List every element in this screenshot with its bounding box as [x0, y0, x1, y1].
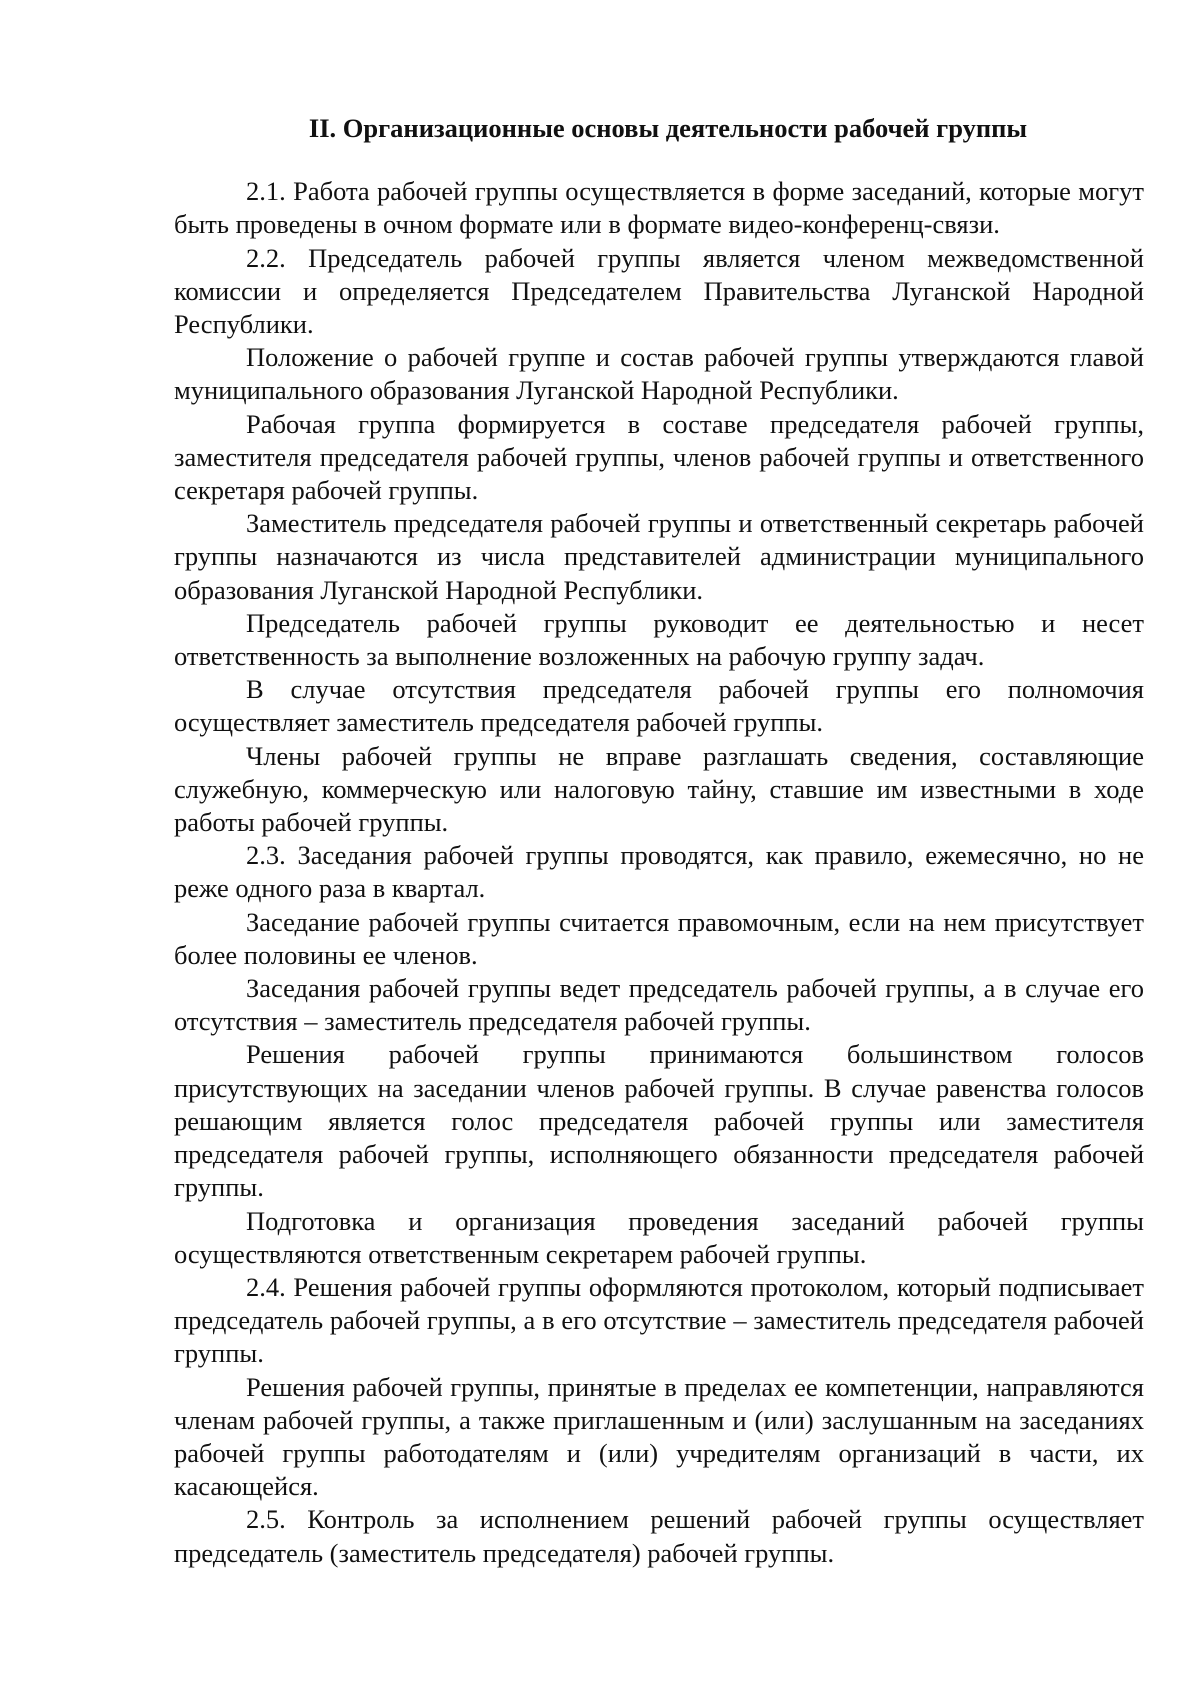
paragraph-confidentiality: Члены рабочей группы не вправе разглашать сведения, составляющие служебную, коммерческую или налоговую тайну, ставшие им известными в ходе работы рабочей группы.: [174, 740, 1144, 838]
paragraph-chair-absence: В случае отсутствия председателя рабочей группы его полномочия осуществляет заместитель председателя рабочей группы.: [174, 674, 1144, 738]
paragraph-deputy-secretary: Заместитель председателя рабочей группы и ответственный секретарь рабочей группы назначаются из числа представителей администрации муниципального образования Луганской Народной Республики.: [174, 508, 1144, 605]
paragraph-voting: Решения рабочей группы принимаются большинством голосов присутствующих на заседании членов рабочей группы. В случае равенства голосов решающим является голос председателя рабочей группы или заместителя председателя рабочей группы, исполняющего обязанности председателя рабочей группы.: [174, 1039, 1144, 1203]
paragraph-meeting-lead: Заседания рабочей группы ведет председатель рабочей группы, а в случае его отсутствия – заместитель председателя рабочей группы.: [174, 973, 1144, 1037]
paragraph-2-4: 2.4. Решения рабочей группы оформляются протоколом, который подписывает председатель рабочей группы, а в его отсутствие – заместитель председателя рабочей группы.: [174, 1271, 1144, 1369]
paragraph-2-1: 2.1. Работа рабочей группы осуществляется в форме заседаний, которые могут быть проведены в очном формате или в формате видео-конференц-связи.: [174, 176, 1144, 240]
section-heading: II. Организационные основы деятельности рабочей группы: [308, 113, 1028, 143]
paragraph-2-5: 2.5. Контроль за исполнением решений рабочей группы осуществляет председатель (заместитель председателя) рабочей группы.: [174, 1504, 1144, 1568]
document-body: [174, 112, 1144, 1570]
paragraph-2-2: 2.2. Председатель рабочей группы является членом межведомственной комиссии и определяется Председателем Правительства Луганской Народной Республики.: [174, 242, 1144, 340]
paragraph-decisions-distribution: Решения рабочей группы, принятые в пределах ее компетенции, направляются членам рабочей группы, а также приглашенным и (или) заслушанным на заседаниях рабочей группы работодателям и (или) учредителям организаций в части, их касающейся.: [174, 1371, 1144, 1502]
paragraph-composition: Рабочая группа формируется в составе председателя рабочей группы, заместителя председателя рабочей группы, членов рабочей группы и ответственного секретаря рабочей группы.: [174, 408, 1144, 506]
paragraph-quorum: Заседание рабочей группы считается правомочным, если на нем присутствует более половины ее членов.: [174, 906, 1144, 970]
paragraph-preparation: Подготовка и организация проведения заседаний рабочей группы осуществляются ответственным секретарем рабочей группы.: [174, 1205, 1144, 1269]
paragraph-regulation: Положение о рабочей группе и состав рабочей группы утверждаются главой муниципального образования Луганской Народной Республики.: [174, 342, 1144, 406]
paragraph-chair-responsibility: Председатель рабочей группы руководит ее деятельностью и несет ответственность за выполнение возложенных на рабочую группу задач.: [174, 607, 1144, 672]
paragraph-2-3: 2.3. Заседания рабочей группы проводятся, как правило, ежемесячно, но не реже одного раза в квартал.: [174, 840, 1144, 904]
